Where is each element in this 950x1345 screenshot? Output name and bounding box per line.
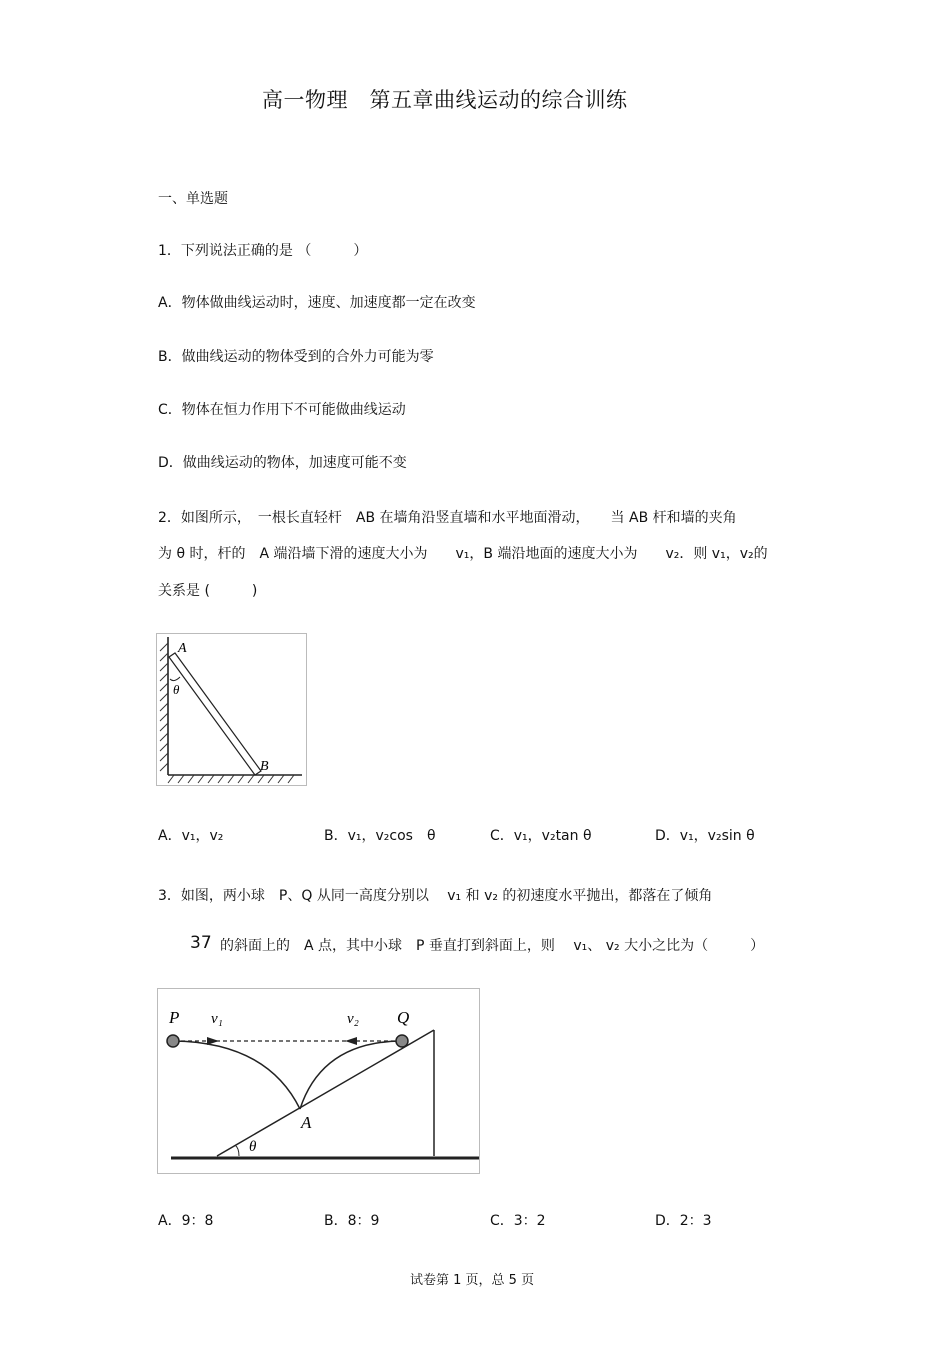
label-a: A bbox=[301, 1113, 312, 1132]
label-b: B bbox=[260, 759, 269, 774]
label-a: A bbox=[178, 641, 187, 656]
question-2-line-3: 关系是 ( ) bbox=[158, 583, 258, 599]
rod-ab bbox=[169, 653, 261, 775]
label-p: P bbox=[169, 1008, 180, 1027]
question-3-option-d: D．2：3 bbox=[655, 1213, 712, 1229]
question-2-option-c: C．v₁，v₂tan θ bbox=[490, 828, 592, 844]
question-2-line-1: 2．如图所示， 一根长直轻杆 AB 在墙角沿竖直墙和水平地面滑动， 当 AB 杆和墙的夹角 bbox=[158, 510, 737, 526]
label-q: Q bbox=[397, 1008, 410, 1027]
page-title: 高一物理 第五章曲线运动的综合训练 bbox=[262, 88, 628, 112]
question-1-option-b: B．做曲线运动的物体受到的合外力可能为零 bbox=[158, 349, 434, 365]
trajectory-p bbox=[173, 1041, 300, 1109]
label-v1: v₁ bbox=[211, 1011, 223, 1027]
question-1-stem: 1．下列说法正确的是 （ ） bbox=[158, 243, 368, 259]
question-3-option-a: A．9：8 bbox=[158, 1213, 214, 1229]
wall-hatch bbox=[160, 643, 168, 771]
question-1-option-d: D．做曲线运动的物体，加速度可能不变 bbox=[158, 455, 407, 471]
question-2-option-d: D．v₁，v₂sin θ bbox=[655, 828, 755, 844]
figure-frame bbox=[157, 634, 307, 786]
question-3-option-c: C．3：2 bbox=[490, 1213, 546, 1229]
arrow-v2 bbox=[345, 1037, 357, 1045]
incline-line bbox=[217, 1030, 434, 1156]
label-v2: v₂ bbox=[347, 1011, 359, 1027]
question-3-line-1: 3．如图，两小球 P、Q 从同一高度分别以 v₁ 和 v₂ 的初速度水平抛出，都落在了倾角 bbox=[158, 888, 713, 904]
label-theta: θ bbox=[249, 1139, 257, 1155]
question-3-line-2: 的斜面上的 A 点，其中小球 P 垂直打到斜面上，则 v₁、 v₂ 大小之比为（ ） bbox=[220, 938, 765, 954]
question-3-figure bbox=[157, 988, 481, 1174]
question-2-option-b: B．v₁，v₂cos θ bbox=[324, 828, 436, 844]
page-footer: 试卷第 1 页，总 5 页 bbox=[410, 1273, 535, 1288]
question-2-option-a: A．v₁，v₂ bbox=[158, 828, 224, 844]
ball-q bbox=[396, 1035, 408, 1047]
angle-arc bbox=[170, 677, 180, 681]
angle-arc bbox=[235, 1145, 239, 1156]
label-theta: θ bbox=[173, 682, 180, 697]
question-3-angle-number: 37 bbox=[190, 933, 212, 953]
question-2-figure bbox=[156, 633, 308, 787]
ball-p bbox=[167, 1035, 179, 1047]
arrow-v1 bbox=[207, 1037, 219, 1045]
section-heading: 一、单选题 bbox=[158, 191, 228, 207]
question-2-line-2: 为 θ 时，杆的 A 端沿墙下滑的速度大小为 v₁，B 端沿地面的速度大小为 v₂．则 v₁，v₂的 bbox=[158, 546, 768, 562]
ground-hatch bbox=[168, 775, 294, 783]
question-3-option-b: B．8：9 bbox=[324, 1213, 380, 1229]
question-1-option-c: C．物体在恒力作用下不可能做曲线运动 bbox=[158, 402, 406, 418]
question-1-option-a: A．物体做曲线运动时，速度、加速度都一定在改变 bbox=[158, 295, 476, 311]
figure-frame bbox=[158, 989, 480, 1174]
